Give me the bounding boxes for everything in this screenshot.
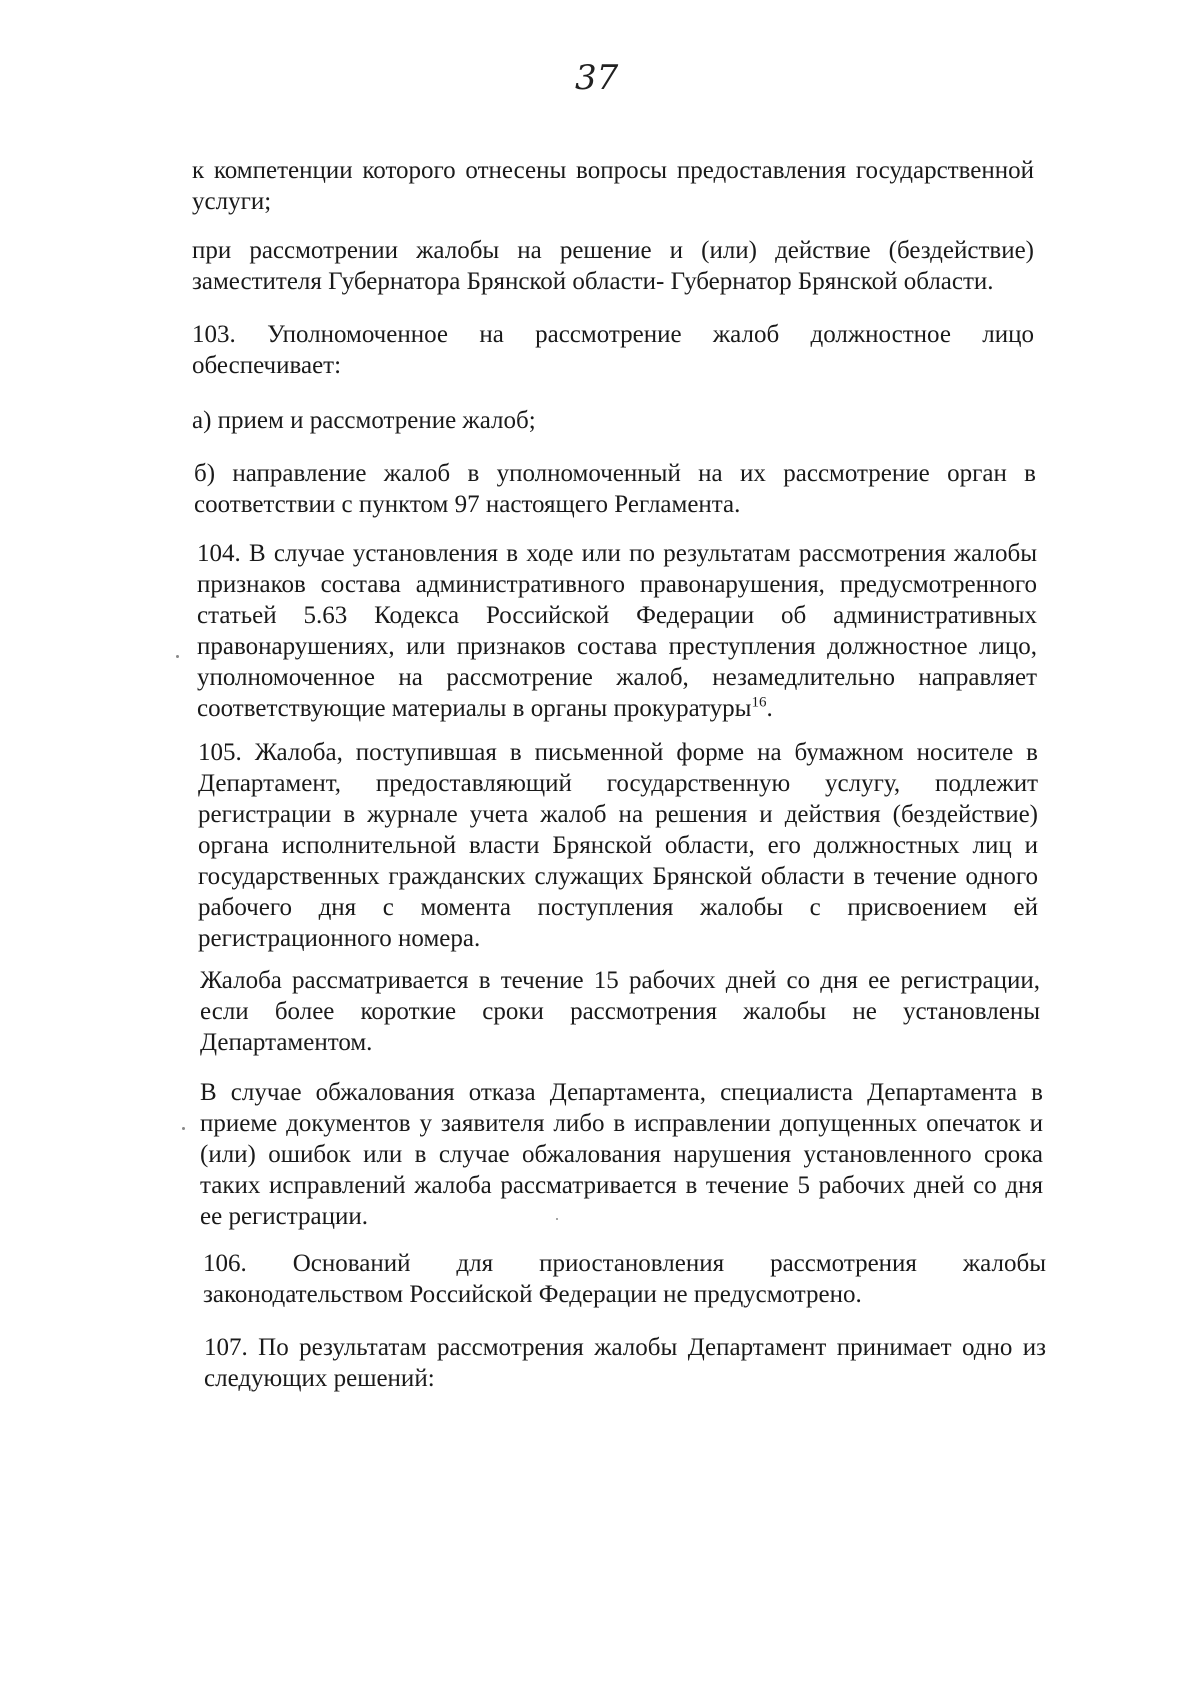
paragraph-103: 103. Уполномоченное на рассмотрение жалоб должностное лицо обеспечивает: [192,321,1034,379]
paragraph-103-a: а) прием и рассмотрение жалоб; [192,407,536,434]
paragraph-review-term: Жалоба рассматривается в течение 15 рабочих дней со дня ее регистрации, если более короткие сроки рассмотрения жалобы не установлены Департаментом. [200,967,1040,1056]
paragraph-103-b: б) направление жалоб в уполномоченный на их рассмотрение орган в соответствии с пунктом 97 настоящего Регламента. [194,460,1036,518]
paragraph-104-tail: . [766,695,773,722]
paragraph-107: 107. По результатам рассмотрения жалобы Департамент принимает одно из следующих решений: [204,1334,1046,1392]
paragraph-106: 106. Оснований для приостановления рассмотрения жалобы законодательством Российской Федерации не предусмотрено. [203,1250,1046,1308]
paragraph-competence: к компетенции которого отнесены вопросы предоставления государственной услуги; [192,157,1034,215]
scan-speck [556,1218,558,1220]
paragraph-refusal-appeal: В случае обжалования отказа Департамента, специалиста Департамента в приеме документов у заявителя либо в исправлении допущенных опечаток и (или) ошибок или в случае обжалования нарушения установленного срока таких исправлений жалоба рассматривается в течение 5 рабочих дней со дня ее регистрации. [200,1079,1043,1230]
paragraph-deputy-governor: при рассмотрении жалобы на решение и (или) действие (бездействие) заместителя Губернатора Брянской области- Губернатор Брянской области. [192,237,1034,295]
paragraph-104-text: 104. В случае установления в ходе или по результатам рассмотрения жалобы признаков состава административного правонарушения, предусмотренного статьей 5.63 Кодекса Российской Федерации об административных правонарушениях, или признаков состава преступления должностное лицо, уполномоченное на рассмотрение жалоб, незамедлительно направляет соответствующие материалы в органы прокуратуры [197,540,1037,722]
paragraph-105: 105. Жалоба, поступившая в письменной форме на бумажном носителе в Департамент, предоставляющий государственную услугу, подлежит регистрации в журнале учета жалоб на решения и действия (бездействие) органа исполнительной власти Брянской области, его должностных лиц и государственных гражданских служащих Брянской области в течение одного рабочего дня с момента поступления жалобы с присвоением ей регистрационного номера. [198,739,1038,952]
scan-speck [176,655,179,658]
paragraph-104 [197,538,1037,724]
scan-speck [182,1127,185,1130]
page-number: 37 [575,58,619,98]
footnote-marker: 16 [751,694,767,711]
